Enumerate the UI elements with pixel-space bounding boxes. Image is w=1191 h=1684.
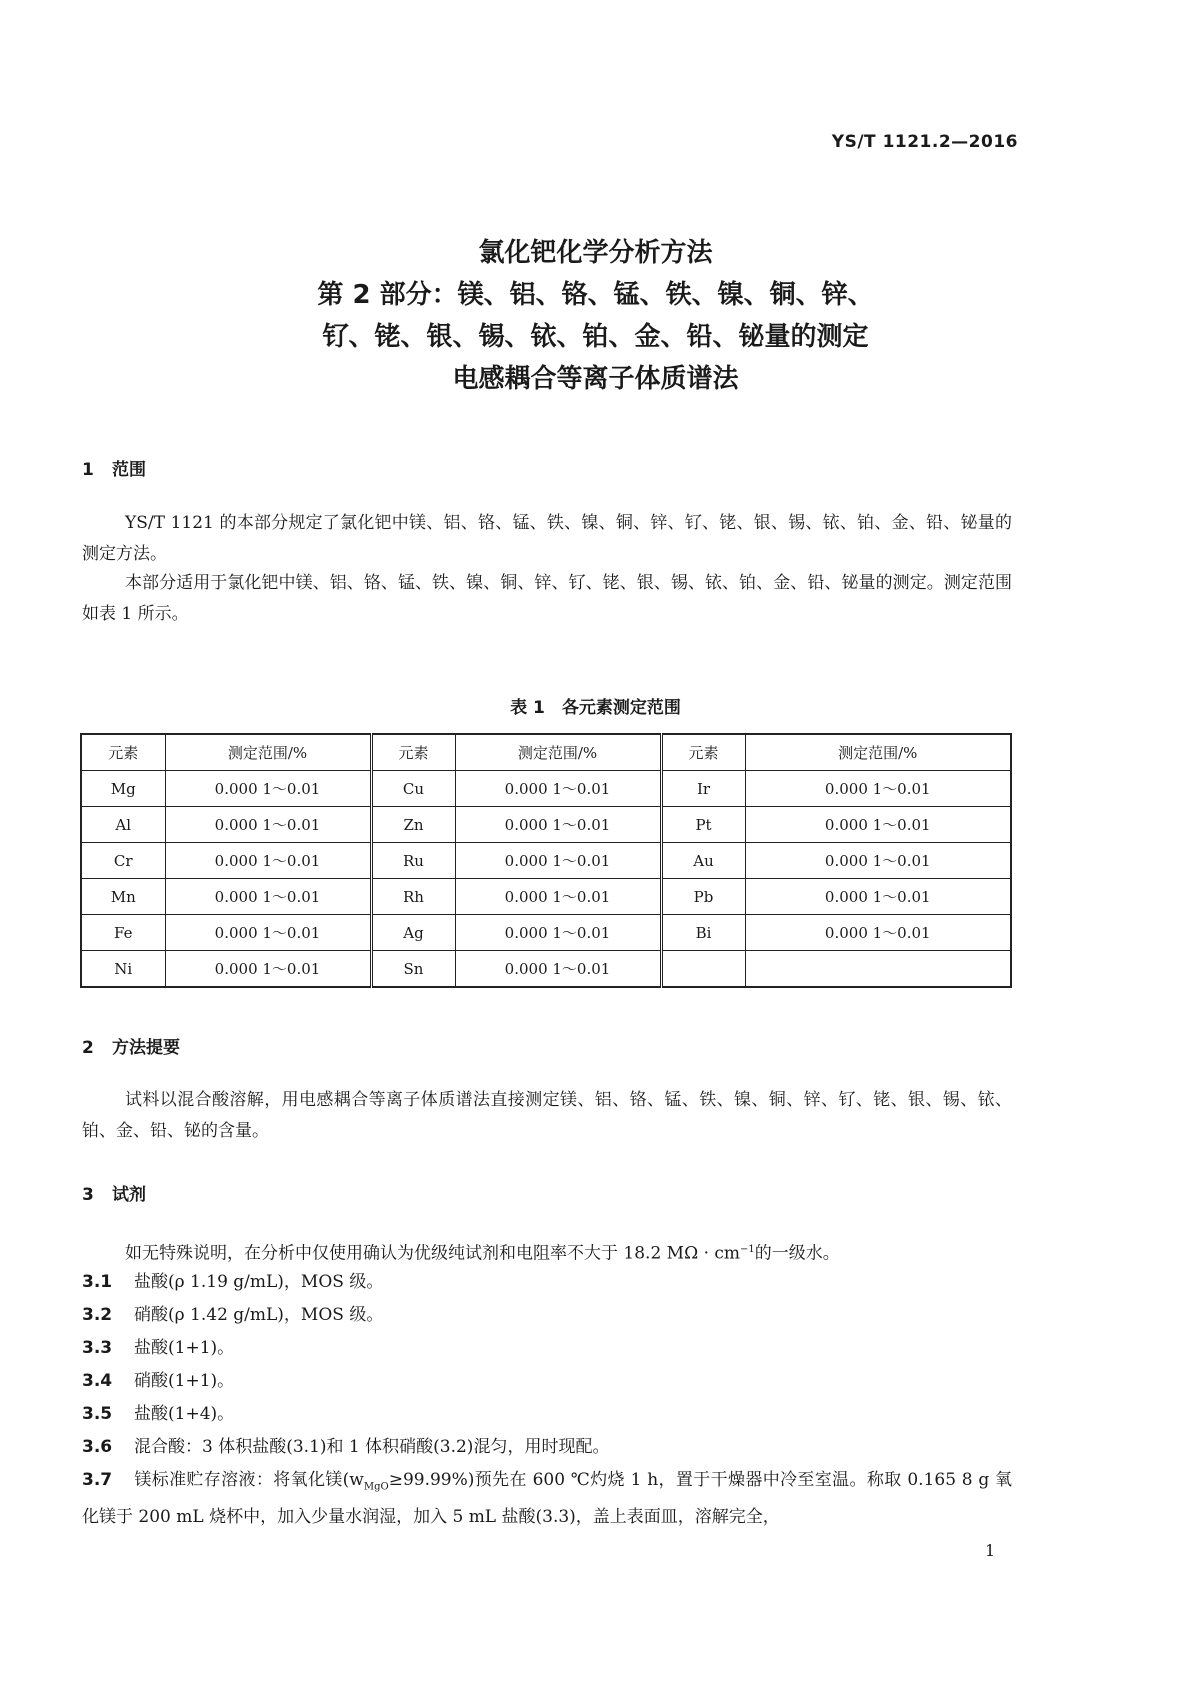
table-row [81, 843, 1011, 879]
range-cell: 0.000 1～0.01 [165, 807, 371, 843]
reagent-text: 盐酸(1+1)。 [134, 1338, 235, 1358]
section-3-number: 3 [82, 1185, 94, 1205]
range-cell: 0.000 1～0.01 [165, 951, 371, 988]
table-row [81, 915, 1011, 951]
element-cell: Ru [371, 843, 455, 879]
document-title [0, 232, 1191, 400]
header-element: 元素 [661, 734, 745, 771]
section-2-heading [82, 1033, 180, 1058]
title-line-1: 氯化钯化学分析方法 [478, 238, 713, 268]
reagent-number: 3.6 [82, 1437, 113, 1457]
element-cell: Cu [371, 771, 455, 807]
range-cell: 0.000 1～0.01 [455, 879, 661, 915]
measurement-range-table [80, 733, 1012, 988]
range-cell: 0.000 1～0.01 [745, 915, 1011, 951]
title-line-2: 第 2 部分：镁、铝、铬、锰、铁、镍、铜、锌、 [317, 280, 874, 310]
range-cell: 0.000 1～0.01 [455, 843, 661, 879]
header-range: 测定范围/% [165, 734, 371, 771]
title-line-3: 钌、铑、银、锡、铱、铂、金、铅、铋量的测定 [322, 322, 869, 352]
reagent-item [82, 1333, 1012, 1364]
element-cell: Au [661, 843, 745, 879]
element-cell [661, 951, 745, 988]
element-cell: Mg [81, 771, 165, 807]
header-element: 元素 [81, 734, 165, 771]
range-cell: 0.000 1～0.01 [745, 879, 1011, 915]
reagent-item [82, 1432, 1012, 1463]
page-number: 1 [985, 1541, 996, 1560]
reagent-text: 盐酸(1+4)。 [134, 1404, 235, 1424]
range-cell: 0.000 1～0.01 [745, 771, 1011, 807]
reagent-number: 3.5 [82, 1404, 113, 1424]
header-element: 元素 [371, 734, 455, 771]
range-cell: 0.000 1～0.01 [165, 771, 371, 807]
header-range: 测定范围/% [455, 734, 661, 771]
table-row [81, 879, 1011, 915]
section-1-title: 范围 [112, 460, 146, 480]
range-cell: 0.000 1～0.01 [745, 843, 1011, 879]
table-row [81, 951, 1011, 988]
reagent-number: 3.2 [82, 1305, 113, 1325]
table-header-row [81, 734, 1011, 771]
table-row [81, 771, 1011, 807]
section-2-title: 方法提要 [112, 1038, 180, 1058]
element-cell: Zn [371, 807, 455, 843]
range-cell: 0.000 1～0.01 [165, 879, 371, 915]
table-row [81, 807, 1011, 843]
section-2-number: 2 [82, 1038, 94, 1058]
reagent-number: 3.3 [82, 1338, 113, 1358]
range-cell: 0.000 1～0.01 [165, 915, 371, 951]
header-range: 测定范围/% [745, 734, 1011, 771]
element-cell: Fe [81, 915, 165, 951]
intro-text: 如无特殊说明，在分析中仅使用确认为优级纯试剂和电阻率不大于 18.2 MΩ · cm [125, 1243, 741, 1264]
element-cell: Ag [371, 915, 455, 951]
reagent-item [82, 1399, 1012, 1430]
range-cell: 0.000 1～0.01 [455, 771, 661, 807]
title-line-4: 电感耦合等离子体质谱法 [452, 364, 739, 394]
reagent-text: 硝酸(ρ 1.42 g/mL)，MOS 级。 [134, 1305, 384, 1325]
reagent-item [82, 1366, 1012, 1397]
element-cell: Ir [661, 771, 745, 807]
range-cell: 0.000 1～0.01 [455, 915, 661, 951]
table-caption: 表 1 各元素测定范围 [510, 698, 681, 718]
standard-code: YS/T 1121.2—2016 [831, 132, 1018, 152]
reagent-item-3-7 [82, 1465, 1012, 1533]
range-cell: 0.000 1～0.01 [455, 951, 661, 988]
range-cell [745, 951, 1011, 988]
element-cell: Bi [661, 915, 745, 951]
reagent-text: 硝酸(1+1)。 [134, 1371, 235, 1391]
reagent-item [82, 1267, 1012, 1298]
reagent-text: 镁标准贮存溶液：将氧化镁(w [134, 1470, 364, 1490]
range-cell: 0.000 1～0.01 [165, 843, 371, 879]
section-3-title: 试剂 [112, 1185, 146, 1205]
reagent-text-cont: ≥99.99%)预先在 600 ℃灼烧 1 h，置于干燥器中冷至室温。称取 0.165 8 g 氧化镁于 200 mL 烧杯中，加入少量水润湿，加入 5 mL 盐酸(3.3)，盖上表面皿，溶解完全， [82, 1470, 1012, 1528]
element-cell: Pt [661, 807, 745, 843]
intro-superscript: −1 [740, 1244, 755, 1255]
section-3-heading [82, 1180, 146, 1205]
element-cell: Mn [81, 879, 165, 915]
element-cell: Pb [661, 879, 745, 915]
reagent-number: 3.7 [82, 1470, 113, 1490]
element-cell: Rh [371, 879, 455, 915]
element-cell: Ni [81, 951, 165, 988]
reagent-text: 盐酸(ρ 1.19 g/mL)，MOS 级。 [134, 1272, 384, 1292]
section-1-para-2: 本部分适用于氯化钯中镁、铝、铬、锰、铁、镍、铜、锌、钌、铑、银、锡、铱、铂、金、铅、铋量的测定。测定范围如表 1 所示。 [82, 573, 1012, 624]
section-1-heading [82, 455, 146, 480]
intro-text-end: 的一级水。 [754, 1243, 840, 1264]
section-3-intro [82, 1234, 1012, 1270]
reagent-subscript: MgO [363, 1481, 389, 1493]
range-cell: 0.000 1～0.01 [455, 807, 661, 843]
reagent-text: 混合酸：3 体积盐酸(3.1)和 1 体积硝酸(3.2)混匀，用时现配。 [134, 1437, 610, 1457]
element-cell: Cr [81, 843, 165, 879]
section-1-para-1: YS/T 1121 的本部分规定了氯化钯中镁、铝、铬、锰、铁、镍、铜、锌、钌、铑、银、锡、铱、铂、金、铅、铋量的测定方法。 [82, 513, 1012, 564]
section-1-number: 1 [82, 460, 94, 480]
element-cell: Sn [371, 951, 455, 988]
range-cell: 0.000 1～0.01 [745, 807, 1011, 843]
reagent-number: 3.1 [82, 1272, 113, 1292]
section-2-para: 试料以混合酸溶解，用电感耦合等离子体质谱法直接测定镁、铝、铬、锰、铁、镍、铜、锌、钌、铑、银、锡、铱、铂、金、铅、铋的含量。 [82, 1090, 1012, 1141]
element-cell: Al [81, 807, 165, 843]
reagent-item [82, 1300, 1012, 1331]
reagent-number: 3.4 [82, 1371, 113, 1391]
